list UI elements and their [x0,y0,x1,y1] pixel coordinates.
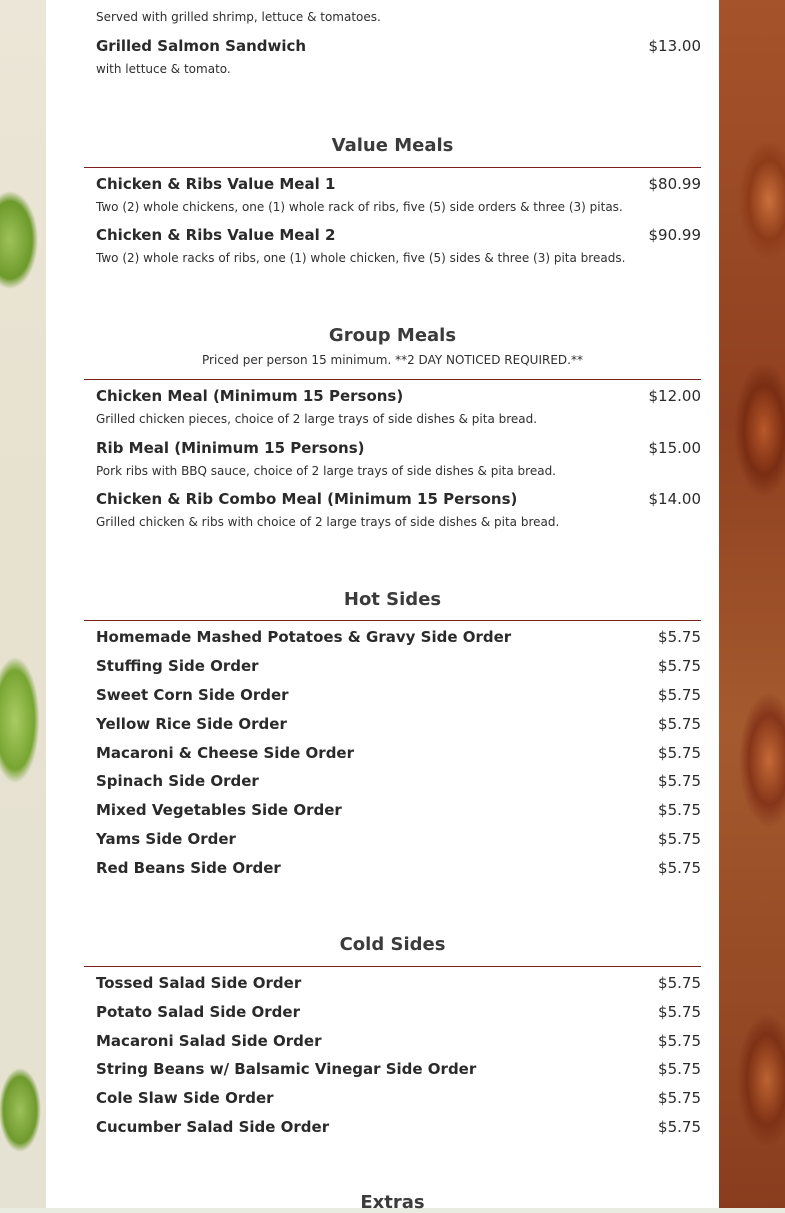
menu-item-price: $13.00 [648,37,701,55]
menu-item-name: Grilled Salmon Sandwich [96,37,307,55]
section-divider [84,966,701,967]
menu-item-desc: Served with grilled shrimp, lettuce & tomatoes. [96,10,381,24]
menu-item-name: Tossed Salad Side Order [96,974,302,992]
menu-item-price: $5.75 [658,686,701,704]
background-lettuce-image [0,0,46,1208]
menu-item-name: Chicken & Ribs Value Meal 2 [96,226,336,244]
menu-item-price: $5.75 [658,1032,701,1050]
menu-item-price: $5.75 [658,830,701,848]
menu-item-name: Yams Side Order [96,830,236,848]
background-ribs-image [719,0,785,1208]
section-divider [84,167,701,168]
menu-item-name: Chicken Meal (Minimum 15 Persons) [96,387,404,405]
menu-item-name: Cucumber Salad Side Order [96,1118,330,1136]
menu-panel [46,0,719,1213]
menu-item-price: $5.75 [658,657,701,675]
menu-item-name: Cole Slaw Side Order [96,1089,274,1107]
menu-item-name: Chicken & Rib Combo Meal (Minimum 15 Persons) [96,490,518,508]
menu-item-name: Stuffing Side Order [96,657,259,675]
menu-item-name: String Beans w/ Balsamic Vinegar Side Order [96,1060,477,1078]
menu-item-name: Chicken & Ribs Value Meal 1 [96,175,336,193]
menu-item-desc: Two (2) whole racks of ribs, one (1) whole chicken, five (5) sides & three (3) pita breads. [96,251,626,265]
menu-item-price: $12.00 [648,387,701,405]
menu-item-desc: Two (2) whole chickens, one (1) whole rack of ribs, five (5) side orders & three (3) pitas. [96,200,623,214]
menu-item-price: $5.75 [658,1003,701,1021]
menu-item-price: $15.00 [648,439,701,457]
section-title-hot-sides: Hot Sides [343,589,442,610]
menu-item-price: $5.75 [658,859,701,877]
menu-item-desc: Grilled chicken & ribs with choice of 2 large trays of side dishes & pita bread. [96,515,560,529]
menu-item-desc: Pork ribs with BBQ sauce, choice of 2 large trays of side dishes & pita bread. [96,464,556,478]
section-divider [84,379,701,380]
menu-item-price: $5.75 [658,715,701,733]
section-title-cold-sides: Cold Sides [339,934,446,955]
section-note: Priced per person 15 minimum. **2 DAY NOTICED REQUIRED.** [202,353,583,367]
menu-item-price: $80.99 [648,175,701,193]
menu-item-price: $5.75 [658,974,701,992]
menu-item-price: $5.75 [658,744,701,762]
menu-item-name: Homemade Mashed Potatoes & Gravy Side Order [96,628,512,646]
menu-item-price: $5.75 [658,628,701,646]
menu-item-name: Potato Salad Side Order [96,1003,300,1021]
menu-item-price: $5.75 [658,1118,701,1136]
menu-item-name: Macaroni & Cheese Side Order [96,744,355,762]
menu-item-price: $14.00 [648,490,701,508]
section-title-group-meals: Group Meals [328,325,457,346]
section-divider [84,620,701,621]
section-title-extras: Extras [360,1192,425,1213]
section-title-value-meals: Value Meals [331,135,454,156]
menu-item-desc: with lettuce & tomato. [96,62,231,76]
menu-item-price: $5.75 [658,772,701,790]
menu-item-name: Macaroni Salad Side Order [96,1032,322,1050]
menu-item-name: Sweet Corn Side Order [96,686,289,704]
menu-item-name: Red Beans Side Order [96,859,281,877]
menu-item-name: Mixed Vegetables Side Order [96,801,342,819]
menu-item-desc: Grilled chicken pieces, choice of 2 large trays of side dishes & pita bread. [96,412,538,426]
menu-item-name: Yellow Rice Side Order [96,715,287,733]
menu-item-name: Rib Meal (Minimum 15 Persons) [96,439,365,457]
menu-item-price: $5.75 [658,1089,701,1107]
menu-item-price: $90.99 [648,226,701,244]
menu-item-price: $5.75 [658,801,701,819]
menu-item-name: Spinach Side Order [96,772,259,790]
menu-item-price: $5.75 [658,1060,701,1078]
